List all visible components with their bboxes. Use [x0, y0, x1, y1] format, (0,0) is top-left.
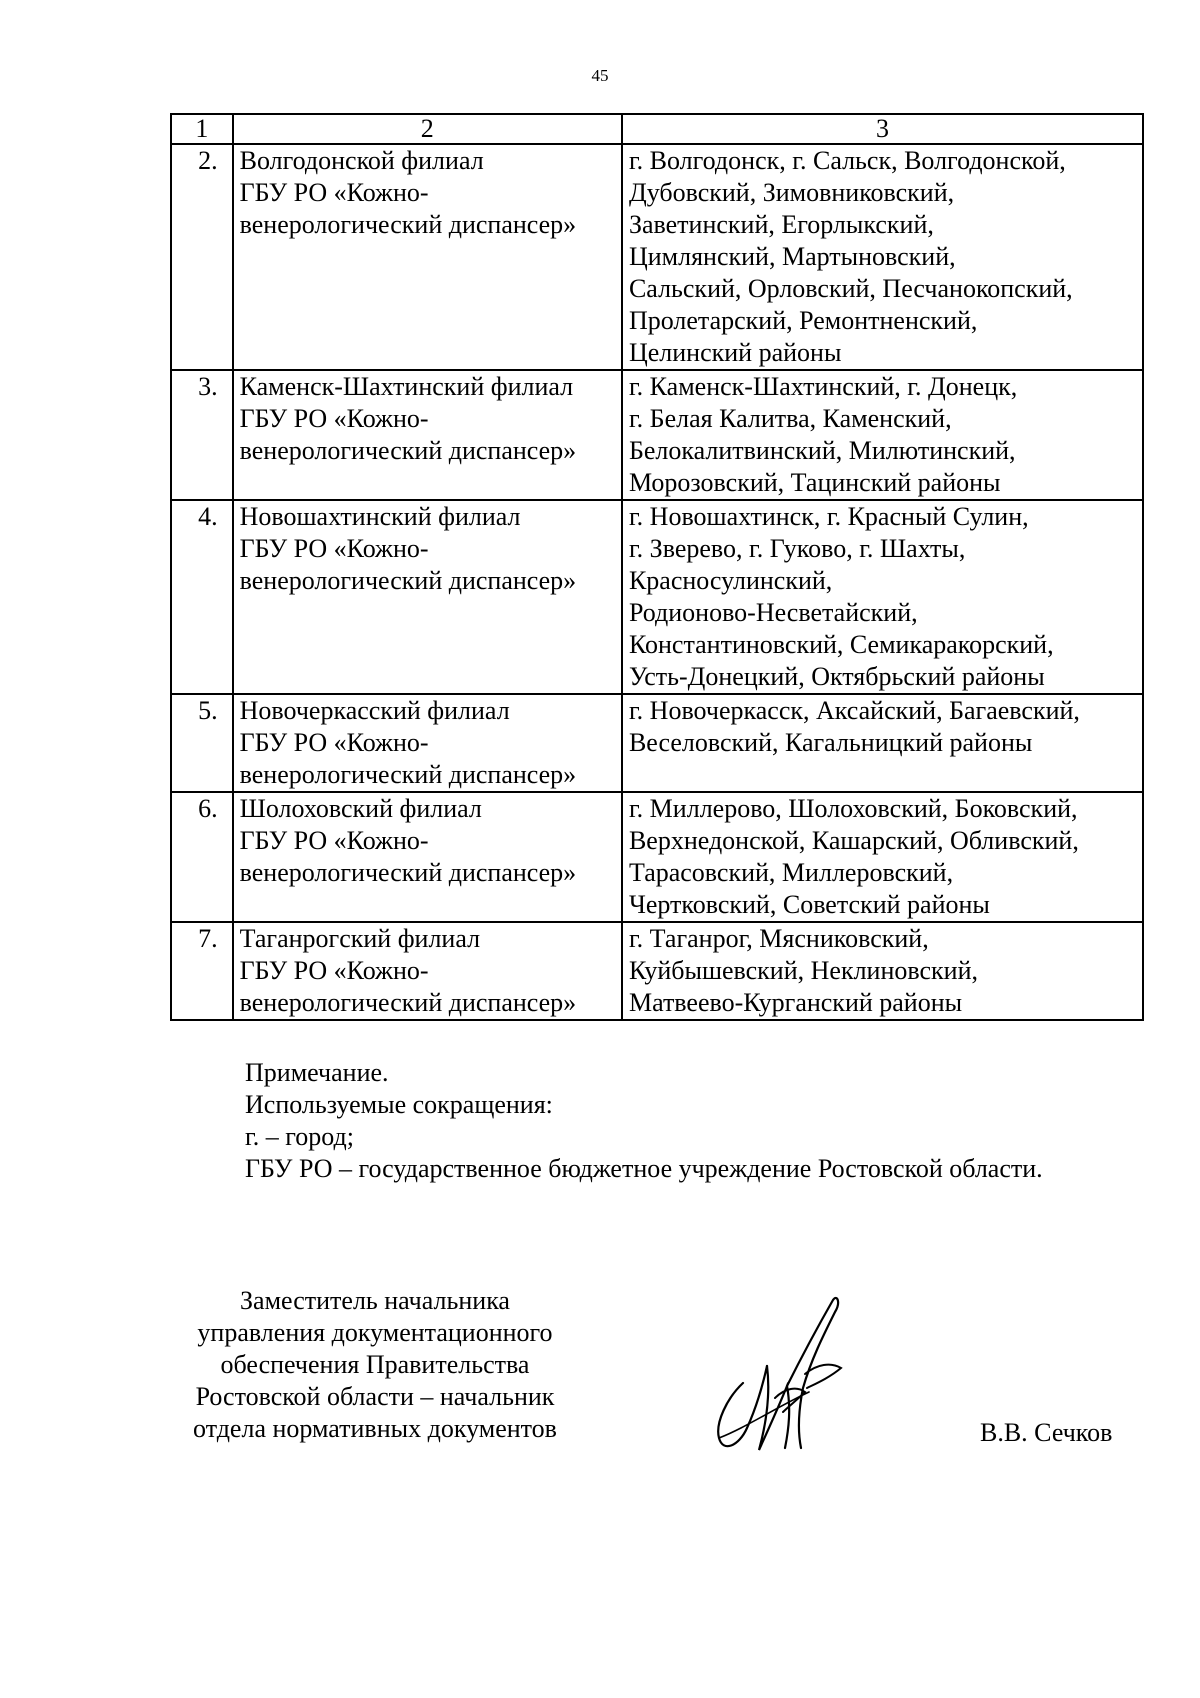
text-line: Заветинский, Егорлыкский, [628, 210, 934, 239]
signer-name: В.В. Сечков [980, 1418, 1113, 1447]
text-line: Тарасовский, Миллеровский, [628, 858, 954, 887]
text-line: Матвеево-Курганский районы [628, 988, 963, 1017]
header-cell: 2 [233, 114, 622, 144]
text-line: Константиновский, Семикаракорский, [628, 630, 1054, 659]
text-line: отдела нормативных документов [193, 1414, 557, 1443]
text-line: венерологический диспансер» [239, 988, 577, 1017]
areas-cell [622, 922, 1143, 1020]
row-number: 4. [171, 500, 233, 694]
areas-cell [622, 144, 1143, 370]
text-line: Шолоховский филиал [239, 794, 482, 823]
branch-name-cell [233, 144, 622, 370]
text-line: Дубовский, Зимовниковский, [628, 178, 955, 207]
branch-name-cell [233, 500, 622, 694]
text-line: г. Белая Калитва, Каменский, [628, 404, 952, 433]
text-line: Пролетарский, Ремонтненский, [628, 306, 978, 335]
text-line: г. Волгодонск, г. Сальск, Волгодонской, [628, 146, 1066, 175]
areas-cell [622, 370, 1143, 500]
branch-name-cell [233, 922, 622, 1020]
text-line: Красносулинский, [628, 566, 833, 595]
note-abbreviation: ГБУ РО – государственное бюджетное учреждение Ростовской области. [245, 1154, 1043, 1183]
row-number: 5. [171, 694, 233, 792]
text-line: обеспечения Правительства [220, 1350, 530, 1379]
text-line: Верхнедонской, Кашарский, Обливский, [628, 826, 1079, 855]
text-line: Целинский районы [628, 338, 842, 367]
text-line: Каменск-Шахтинский филиал [239, 372, 574, 401]
text-line: ГБУ РО «Кожно- [239, 534, 429, 563]
branch-name-cell [233, 792, 622, 922]
text-line: Волгодонской филиал [239, 146, 484, 175]
text-line: венерологический диспансер» [239, 858, 577, 887]
text-line: Усть-Донецкий, Октябрьский районы [628, 662, 1045, 691]
text-line: Новошахтинский филиал [239, 502, 521, 531]
branch-name-cell [233, 694, 622, 792]
text-line: Ростовской области – начальник [195, 1382, 555, 1411]
note-subtitle: Используемые сокращения: [245, 1090, 553, 1119]
branch-name-cell [233, 370, 622, 500]
text-line: Веселовский, Кагальницкий районы [628, 728, 1033, 757]
text-line: Белокалитвинский, Милютинский, [628, 436, 1016, 465]
text-line: Новочеркасский филиал [239, 696, 510, 725]
text-line: г. Миллерово, Шолоховский, Боковский, [628, 794, 1078, 823]
text-line: ГБУ РО «Кожно- [239, 728, 429, 757]
text-line: венерологический диспансер» [239, 436, 577, 465]
row-number: 3. [171, 370, 233, 500]
table-row [171, 922, 1143, 1020]
row-number: 6. [171, 792, 233, 922]
text-line: Цимлянский, Мартыновский, [628, 242, 956, 271]
text-line: Морозовский, Тацинский районы [628, 468, 1001, 497]
text-line: венерологический диспансер» [239, 760, 577, 789]
text-line: г. Таганрог, Мясниковский, [628, 924, 929, 953]
text-line: Чертковский, Советский районы [628, 890, 990, 919]
text-line: Родионово-Несветайский, [628, 598, 918, 627]
text-line: ГБУ РО «Кожно- [239, 178, 429, 207]
note-abbreviation: г. – город; [245, 1122, 354, 1151]
table-row [171, 500, 1143, 694]
areas-cell [622, 792, 1143, 922]
signatory-position [170, 1285, 580, 1445]
handwritten-signature-icon [705, 1288, 855, 1458]
header-cell: 3 [622, 114, 1143, 144]
text-line: ГБУ РО «Кожно- [239, 404, 429, 433]
text-line: ГБУ РО «Кожно- [239, 956, 429, 985]
districts-table [170, 113, 1144, 1021]
note-title: Примечание. [245, 1058, 389, 1087]
table-row [171, 694, 1143, 792]
note-block [245, 1057, 1043, 1185]
text-line: Сальский, Орловский, Песчанокопский, [628, 274, 1073, 303]
table-header-row [171, 114, 1143, 144]
table-row [171, 370, 1143, 500]
text-line: г. Новошахтинск, г. Красный Сулин, [628, 502, 1029, 531]
areas-cell [622, 694, 1143, 792]
text-line: Куйбышевский, Неклиновский, [628, 956, 979, 985]
text-line: венерологический диспансер» [239, 210, 577, 239]
text-line: г. Зверево, г. Гуково, г. Шахты, [628, 534, 966, 563]
text-line: Заместитель начальника [240, 1286, 510, 1315]
table-row [171, 792, 1143, 922]
text-line: г. Новочеркасск, Аксайский, Багаевский, [628, 696, 1080, 725]
text-line: венерологический диспансер» [239, 566, 577, 595]
text-line: г. Каменск-Шахтинский, г. Донецк, [628, 372, 1018, 401]
page-number: 45 [591, 66, 609, 85]
table-row [171, 144, 1143, 370]
text-line: ГБУ РО «Кожно- [239, 826, 429, 855]
areas-cell [622, 500, 1143, 694]
header-cell: 1 [171, 114, 233, 144]
row-number: 2. [171, 144, 233, 370]
text-line: Таганрогский филиал [239, 924, 481, 953]
row-number: 7. [171, 922, 233, 1020]
text-line: управления документационного [197, 1318, 553, 1347]
